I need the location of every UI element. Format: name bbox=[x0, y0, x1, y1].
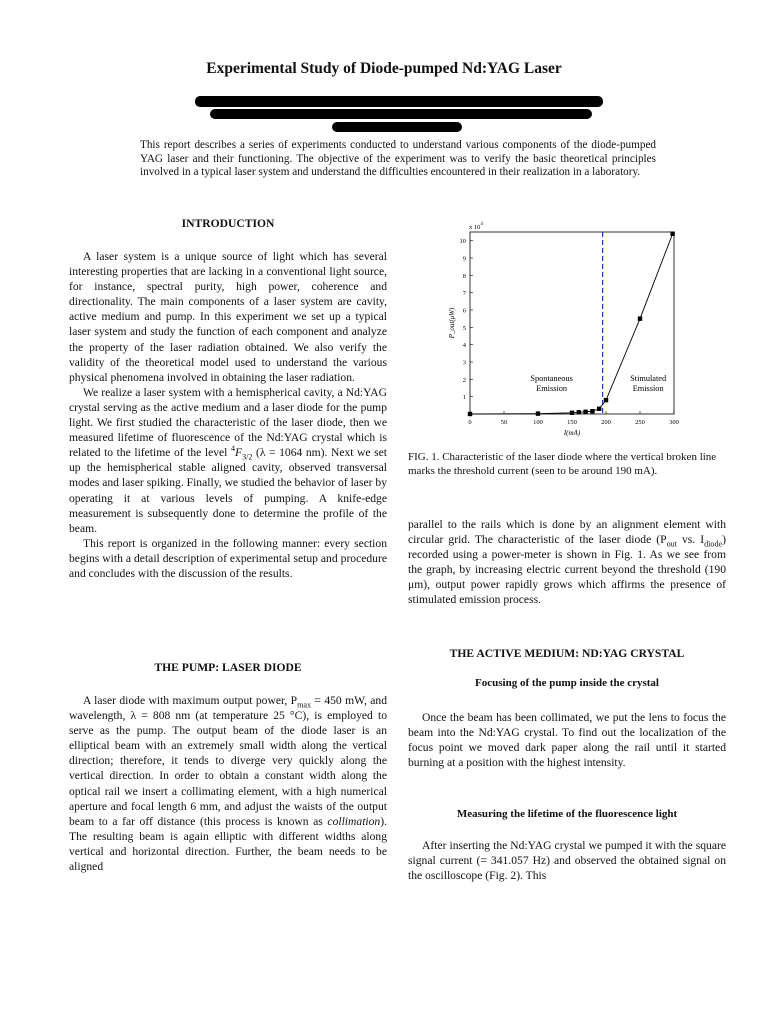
x-tick-label: 300 bbox=[669, 419, 679, 426]
intro-paragraph-3: This report is organized in the following manner: every section begins with a detail description of experimental setup and procedure and concludes with the discussion of the results. bbox=[69, 536, 387, 580]
data-point bbox=[604, 398, 608, 402]
y-tick-label: 8 bbox=[462, 272, 466, 280]
active-medium-heading: THE ACTIVE MEDIUM: ND:YAG CRYSTAL bbox=[449, 647, 685, 660]
pump-paragraph-continued: parallel to the rails which is done by an alignment element with circular grid. The characteristic of the laser diode ($P_{out}$ vs. $I_{diode}$) recorded using a power-meter is shown in Fig. 1. As we see from the graph, by increasing electric current beyond the threshold (190 μm), output power rapidly grows which affirms the presence of stimulated emission process. bbox=[408, 518, 726, 607]
y-tick-label: 5 bbox=[462, 324, 466, 332]
data-point bbox=[570, 411, 574, 415]
y-tick-label: 2 bbox=[462, 376, 466, 384]
paper-title: Experimental Study of Diode-pumped Nd:YAG Laser bbox=[206, 60, 562, 77]
x-tick-label: 0 bbox=[468, 419, 472, 426]
x-tick-label: 50 bbox=[500, 419, 508, 426]
x-tick-label: 100 bbox=[533, 419, 543, 426]
data-point bbox=[670, 232, 674, 236]
y-tick-label: 6 bbox=[462, 307, 466, 315]
y-tick-label: 1 bbox=[462, 394, 466, 402]
y-tick-label: 4 bbox=[462, 342, 466, 350]
focusing-paragraph: Once the beam has been collimated, we put the lens to focus the beam into the Nd:YAG crystal. To find out the localization of the focus point we moved dark paper along the rail until it started burning at a position with the highest intensity. bbox=[408, 711, 726, 770]
data-point bbox=[577, 410, 581, 414]
lifetime-subheading: Measuring the lifetime of the fluorescence light bbox=[456, 808, 678, 820]
data-point bbox=[597, 407, 601, 411]
x-tick-label: 200 bbox=[601, 419, 611, 426]
figure-1-chart bbox=[408, 218, 726, 440]
data-point bbox=[583, 410, 587, 414]
pump-heading: THE PUMP: LASER DIODE bbox=[154, 661, 302, 674]
y-tick-label: 10 bbox=[459, 238, 466, 246]
lifetime-paragraph: After inserting the Nd:YAG crystal we pumped it with the square signal current (= 341.057 Hz) and observed the obtained signal on the oscilloscope (Fig. 2). This bbox=[408, 839, 726, 883]
data-point bbox=[590, 409, 594, 413]
pump-body bbox=[69, 693, 387, 874]
redacted-affiliation bbox=[210, 109, 592, 119]
introduction-heading: INTRODUCTION bbox=[181, 217, 275, 230]
x-tick-label: 250 bbox=[635, 419, 645, 426]
y-tick-label: 3 bbox=[462, 359, 466, 367]
pump-paragraph-1: A laser diode with maximum output power, $P_{max} = 450$ mW, and wavelength, λ = 808 nm (at temperature 25 °C), is employed to serve as the pump. The output beam of the diode laser is an elliptical beam with an extremely small width along the vertical direction; therefore, it tends to diverge very quickly along the vertical direction. In order to obtain a constant width along the optical rail we insert a collimating element, with a high numerical aperture and focal length 6 mm, and adjust the waists of the output beam to a far off distance (this process is known as collimation). The resulting beam is again elliptic with different widths along vertical and horizontal direction. Further, the beam needs to be aligned bbox=[69, 694, 387, 874]
right-column-body bbox=[408, 517, 726, 608]
redacted-email bbox=[332, 122, 462, 132]
abstract: This report describes a series of experiments conducted to understand various components of the diode-pumped YAG laser and their functioning. The objective of the experiment was to verify the basic theoretical principles involved in a typical laser system and understand the difficulties encountered in their realization in a laboratory. bbox=[140, 139, 656, 179]
data-point bbox=[536, 411, 540, 415]
data-point bbox=[638, 316, 642, 320]
data-point bbox=[468, 412, 472, 416]
figure-1-caption: FIG. 1. Characteristic of the laser diode where the vertical broken line marks the threshold current (seen to be around 190 mA). bbox=[408, 451, 717, 477]
introduction-body bbox=[69, 249, 387, 581]
redacted-authors bbox=[195, 96, 603, 107]
focusing-subheading: Focusing of the pump inside the crystal bbox=[475, 677, 659, 689]
annotation-spontaneous: Spontaneous Emission bbox=[530, 374, 573, 394]
lifetime-body bbox=[408, 838, 726, 883]
focusing-body bbox=[408, 710, 726, 770]
intro-paragraph-2: We realize a laser system with a hemispherical cavity, a Nd:YAG crystal serving as the active medium and a laser diode for the pump light. We first studied the characteristic of the laser diode, then we measured lifetime of fluorescence of the Nd:YAG crystal which is related to the lifetime of the level $^4F_{3/2}$ (λ = 1064 nm). Next we set up the hemispherical stable aligned cavity, observed transversal modes and laser spiking. Finally, we studied the behavior of laser by operating it at various levels of pumping. A knife-edge measurement is subsequently done to determine the profile of the beam. bbox=[69, 385, 387, 535]
y-multiplier-label: x $10^4$ bbox=[469, 222, 483, 231]
annotation-stimulated: Stimulated Emission bbox=[630, 374, 667, 394]
y-tick-label: 9 bbox=[462, 255, 466, 263]
x-tick-label: 150 bbox=[567, 419, 577, 426]
y-axis-label: P_out(μW) bbox=[448, 307, 456, 339]
intro-paragraph-1: A laser system is a unique source of light which has several interesting properties that are lacking in a conventional light source, for instance, spectral purity, high power, coherence and directionality. The main components of a laser system are cavity, active medium and pump. In this experiment we set up a typical laser system and study the function of each component and analyze the property of the laser radiation obtained. We also verify the validity of the theoretical model used to understand the various physical phenomena involved in obtaining the laser radiation. bbox=[69, 250, 387, 384]
y-tick-label: 7 bbox=[462, 290, 466, 298]
x-axis-label: I(mA) bbox=[563, 429, 581, 437]
